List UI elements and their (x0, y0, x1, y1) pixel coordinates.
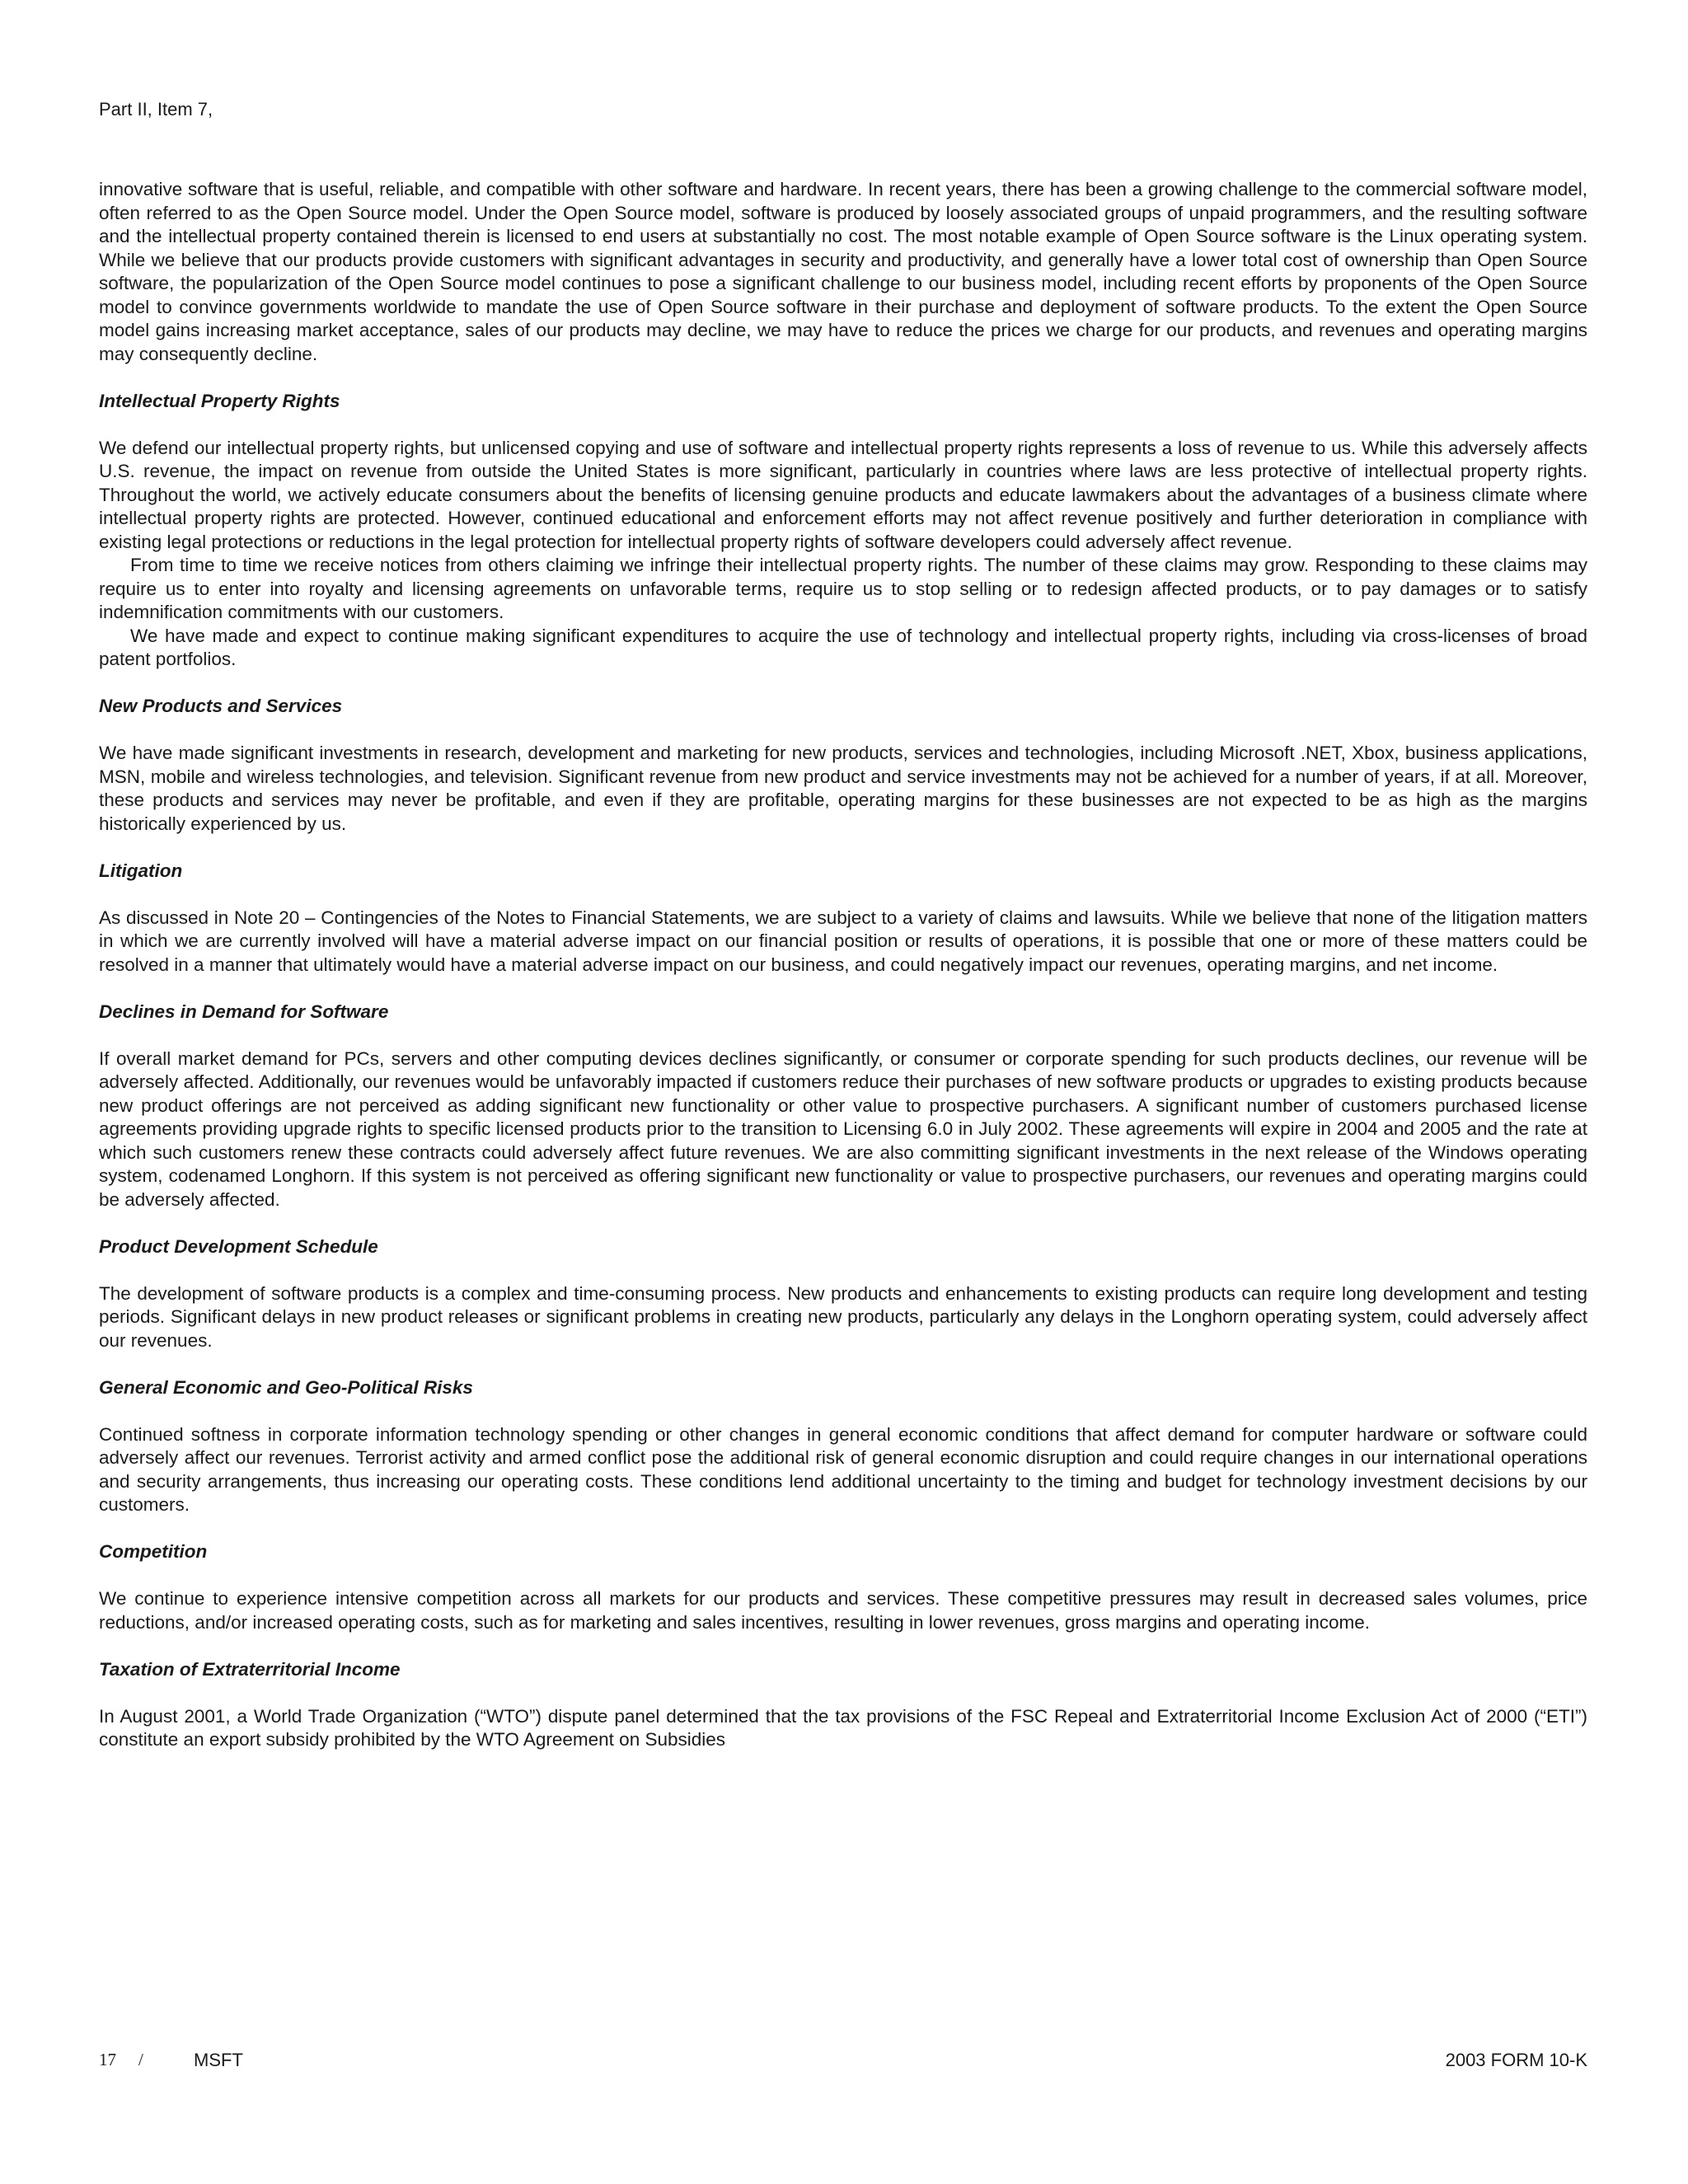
ip-paragraph-2: From time to time we receive notices from others claiming we infringe their intellectual property rights. The number of these claims may grow. Responding to these claims may require us to enter into royalty and licensing agreements on unfavorable terms, require us to stop selling or to redesign affected products, or to pay damages or to satisfy indemnification commitments with our customers. (99, 555, 1587, 622)
ip-paragraph-1: We defend our intellectual property rights, but unlicensed copying and use of software and intellectual property rights represents a loss of revenue to us. While this adversely affects U.S. revenue, the impact on revenue from outside the United States is more significant, particularly in countries where laws are less protective of intellectual property rights. Throughout the world, we actively educate consumers about the benefits of licensing genuine products and educate lawmakers about the advantages of a business climate where intellectual property rights are protected. However, continued educational and enforcement efforts may not affect revenue positively and further deterioration in compliance with existing legal protections or reductions in the legal protection for intellectual property rights of software developers could adversely affect revenue. (99, 437, 1587, 552)
ip-paragraph-3: We have made and expect to continue making significant expenditures to acquire the use of technology and intellectual property rights, including via cross-licenses of broad patent portfolios. (99, 625, 1587, 669)
heading-declines-demand: Declines in Demand for Software (99, 1001, 389, 1022)
heading-competition: Competition (99, 1541, 208, 1562)
schedule-paragraph: The development of software products is a complex and time-consuming process. New products and enhancements to existing products can require long development and testing periods. Significant delays in new product releases or significant problems in creating new products, particularly any delays in the Longhorn operating system, could adversely affect our revenues. (99, 1282, 1587, 1351)
litigation-paragraph: As discussed in Note 20 – Contingencies of the Notes to Financial Statements, we are subject to a variety of claims and lawsuits. While we believe that none of the litigation matters in which we are currently involved will have a material adverse impact on our financial position or results of operations, it is possible that one or more of these matters could be resolved in a manner that ultimately would have a material adverse impact on our business, and could negatively impact our revenues, operating margins, and net income. (99, 907, 1587, 975)
competition-paragraph: We continue to experience intensive competition across all markets for our products and services. These competitive pressures may result in decreased sales volumes, price reductions, and/or increased operating costs, such as for marketing and sales incentives, resulting in lower revenues, gross margins and operating income. (99, 1588, 1587, 1633)
footer-page-number: 17 (99, 2050, 116, 2069)
heading-economic-risks: General Economic and Geo-Political Risks (99, 1376, 473, 1398)
economic-paragraph: Continued softness in corporate information technology spending or other changes in general economic conditions that affect demand for computer hardware or software could adversely affect our revenues. Terrorist activity and armed conflict pose the additional risk of general economic disruption and could require changes in our international operations and security arrangements, thus increasing our operating costs. These conditions lend additional uncertainty to the timing and budget for technology investment decisions by our customers. (99, 1423, 1587, 1515)
page-header-section: Part II, Item 7, (99, 99, 213, 120)
intro-paragraph: innovative software that is useful, reliable, and compatible with other software and hardware. In recent years, there has been a growing challenge to the commercial software model, often referred to as the Open Source model. Under the Open Source model, software is produced by loosely associated groups of unpaid programmers, and the resulting software and the intellectual property contained therein is licensed to end users at substantially no cost. The most notable example of Open Source software is the Linux operating system. While we believe that our products provide customers with significant advantages in security and productivity, and generally have a lower total cost of ownership than Open Source software, the popularization of the Open Source model continues to pose a significant challenge to our business model, including recent efforts by proponents of the Open Source model to convince governments worldwide to mandate the use of Open Source software in their purchase and deployment of software products. To the extent the Open Source model gains increasing market acceptance, sales of our products may decline, we may have to reduce the prices we charge for our products, and revenues and operating margins may consequently decline. (99, 179, 1587, 364)
footer-form-label: 2003 FORM 10-K (1445, 2050, 1587, 2070)
declines-paragraph: If overall market demand for PCs, servers and other computing devices declines significantly, or consumer or corporate spending for such products declines, our revenue will be adversely affected. Additionally, our revenues would be unfavorably impacted if customers reduce their purchases of new software products or upgrades to existing products because new product offerings are not perceived as adding significant new functionality or other value to prospective purchasers. A significant number of customers purchased license agreements providing upgrade rights to specific licensed products prior to the transition to Licensing 6.0 in July 2002. These agreements will expire in 2004 and 2005 and the rate at which such customers renew these contracts could adversely affect future revenues. We are also committing significant investments in the next release of the Windows operating system, codenamed Longhorn. If this system is not perceived as offering significant new functionality or value to prospective purchasers, our revenues and operating margins could be adversely affected. (99, 1047, 1587, 1210)
heading-taxation: Taxation of Extraterritorial Income (99, 1658, 401, 1680)
heading-intellectual-property: Intellectual Property Rights (99, 390, 340, 411)
taxation-paragraph: In August 2001, a World Trade Organization (“WTO”) dispute panel determined that the tax provisions of the FSC Repeal and Extraterritorial Income Exclusion Act of 2000 (“ETI”) constitute an export subsidy prohibited by the WTO Agreement on Subsidies (99, 1705, 1587, 1750)
footer-separator: / (138, 2050, 143, 2069)
footer-ticker: MSFT (194, 2050, 243, 2070)
heading-product-schedule: Product Development Schedule (99, 1235, 378, 1257)
new-products-paragraph: We have made significant investments in research, development and marketing for new products, services and technologies, including Microsoft .NET, Xbox, business applications, MSN, mobile and wireless technologies, and television. Significant revenue from new product and service investments may not be achieved for a number of years, if at all. Moreover, these products and services may never be profitable, and even if they are profitable, operating margins for these businesses are not expected to be as high as the margins historically experienced by us. (99, 743, 1587, 834)
heading-new-products: New Products and Services (99, 696, 343, 716)
heading-litigation: Litigation (99, 860, 183, 881)
document-body (99, 178, 1587, 1752)
